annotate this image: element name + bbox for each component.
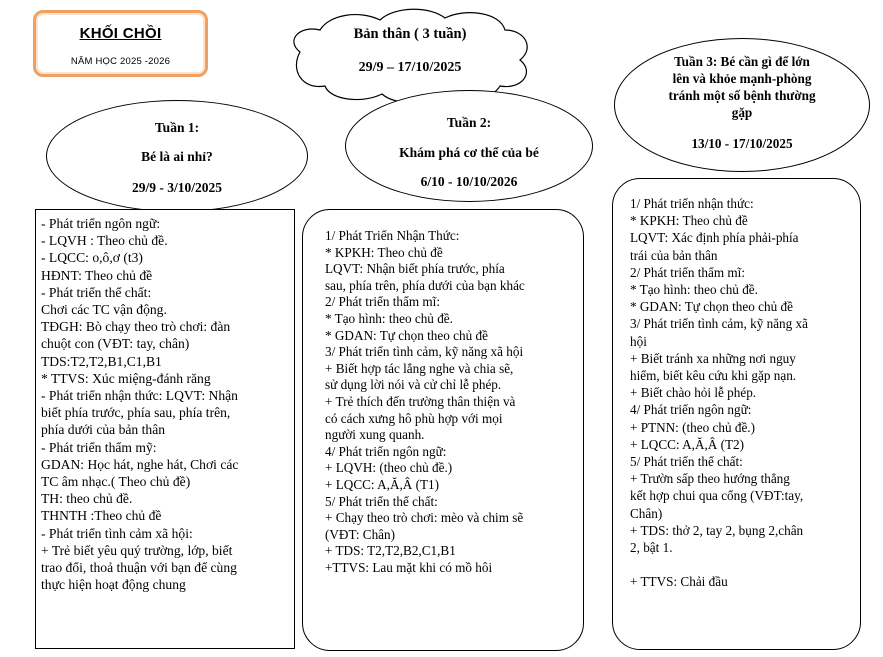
week2-panel [302,209,584,651]
week2-content-line: + Chạy theo trò chơi: mèo và chim sẽ [325,510,524,526]
week2-name: Khám phá cơ thể của bé [399,145,539,160]
week1-ellipse [46,100,308,212]
week1-content-line: - LQCC: o,ô,ơ (t3) [41,250,143,266]
week3-content-line: trái của bản thân [630,247,718,263]
week1-content-line: TĐGH: Bò chạy theo trò chơi: đàn [41,319,231,335]
week2-ellipse [345,90,593,202]
week1-dates: 29/9 - 3/10/2025 [132,180,222,195]
week3-dates: 13/10 - 17/10/2025 [691,136,793,151]
week3-content-line: 5/ Phát triển thể chất: [630,454,743,470]
week1-content-line: * TTVS: Xúc miệng-đánh răng [41,370,211,386]
week1-label: Tuần 1: [154,120,200,135]
week1-content-line: TDS:T2,T2,B1,C1,B1 [41,353,162,369]
theme-dates: 29/9 – 17/10/2025 [358,60,462,75]
week2-content-line: 2/ Phát triển thẩm mĩ: [325,294,441,310]
week3-content-line: * GDAN: Tự chọn theo chủ đề [630,299,793,315]
grade-title: KHỐI CHỒI [79,25,162,42]
week2-content-line: (VĐT: Chân) [325,526,396,542]
week2-content-line: +TTVS: Lau mặt khi có mồ hôi [325,559,493,575]
week1-content-line: - Phát triển nhận thức: LQVT: Nhận [41,388,238,404]
theme-title: Bản thân ( 3 tuần) [353,26,467,42]
school-year: NĂM HỌC 2025 -2026 [70,56,171,67]
week3-name-line-2: tránh một số bệnh thường [668,88,816,103]
week2-content-line: sử dụng lời nói và cử chỉ lễ phép. [325,377,502,393]
week3-content-line [630,556,860,573]
week3-content-line: 3/ Phát triển tình cảm, kỹ năng xã [630,316,808,332]
week3-name-line-1: lên và khỏe mạnh-phòng [672,71,812,86]
week2-content-line: 4/ Phát triển ngôn ngữ: [325,443,447,459]
week2-dates: 6/10 - 10/10/2026 [420,174,518,189]
week3-content-line: * Tạo hình: theo chủ đề. [630,282,758,298]
week3-content-line: * KPKH: Theo chủ đề [630,213,748,229]
header-title-box [33,10,208,77]
week1-content-line: - Phát triển ngôn ngữ: [41,216,161,231]
week3-panel [612,178,861,650]
week3-content-line: 2/ Phát triển thẩm mĩ: [630,264,746,280]
week1-content-line: + Trẻ biết yêu quý trường, lớp, biết [41,542,233,558]
week1-content-line: - Phát triển thẩm mỹ: [41,439,157,455]
week3-content-line: 4/ Phát triển ngôn ngữ: [630,402,752,418]
week1-content-line: HĐNT: Theo chủ đề [41,267,153,283]
week1-content-line: THNTH :Theo chủ đề [41,508,162,524]
week3-content-line: + PTNN: (theo chủ đề.) [630,419,755,435]
week1-content-line: Chơi các TC vận động. [41,302,167,318]
week2-label: Tuần 2: [446,115,492,130]
week2-content-line: 5/ Phát triển thể chất: [325,493,438,509]
week1-content-line: phía dưới của bản thân [41,422,166,438]
week2-content-line: + Biết hợp tác lắng nghe và chia sẽ, [325,360,514,376]
week3-content-line: Chân) [630,505,663,521]
week3-content-line: hiểm, biết kêu cứu khi gặp nạn. [630,368,797,384]
week3-label: Tuần 3: Bé cần gì để lớn [674,54,810,69]
week2-content-line: 3/ Phát triển tình cảm, kỹ năng xã hội [325,344,524,360]
week1-panel [35,209,295,649]
week1-content-line: TH: theo chủ đề. [41,491,133,507]
week3-content-line: LQVT: Xác định phía phải-phía [630,230,799,246]
week2-content-line: có cách xưng hô phù hợp với mọi [325,410,503,426]
week3-name-line-3: gặp [731,105,753,120]
week2-content-line: 1/ Phát Triển Nhận Thức: [325,228,460,243]
week1-content-line: chuột con (VĐT: tay, chân) [41,336,190,352]
week2-content-line: * GDAN: Tự chọn theo chủ đề [325,327,488,343]
week3-content-line: 1/ Phát triển nhận thức: [630,196,754,211]
week3-content-line: hội [630,333,647,349]
week2-content-line: người xung quanh. [325,427,425,443]
week1-content-line: biết phía trước, phía sau, phía trên, [41,405,231,421]
week1-content-line: - Phát triển thể chất: [41,284,152,300]
week2-content-line: * KPKH: Theo chủ đề [325,244,443,260]
week2-content-line: + Trẻ thích đến trường thân thiện và [325,393,516,409]
week3-content-line: + LQCC: A,Ă,Â (T2) [630,436,745,452]
week3-content-line: 2, bật 1. [630,540,673,556]
week3-ellipse [614,38,870,172]
week1-name: Bé là ai nhỉ? [141,149,213,164]
week3-content-line: + Biết tránh xa những nơi nguy [630,350,796,366]
week2-content-line: LQVT: Nhận biết phía trước, phía [325,261,505,277]
week2-content-line: + LQVH: (theo chủ đề.) [325,460,453,476]
week2-content-line: * Tạo hình: theo chủ đề. [325,310,453,326]
week3-content-line: + Biết chào hỏi lễ phép. [630,385,757,401]
week1-content-line: trao đổi, thoả thuận với bạn để cùng [41,560,237,576]
week3-content-line: + TTVS: Chải đầu [630,574,728,590]
week2-content-line: + TDS: T2,T2,B2,C1,B1 [325,543,456,559]
week1-content-line: GDAN: Học hát, nghe hát, Chơi các [41,456,239,472]
week1-content-line: TC âm nhạc.( Theo chủ đề) [41,474,191,490]
week1-content-line: - LQVH : Theo chủ đề. [41,233,168,249]
week3-content-line: kết hợp chui qua cổng (VĐT:tay, [630,488,804,504]
week1-content-line: thực hiện hoạt động chung [41,577,186,593]
week2-content-line: sau, phía trên, phía dưới của bạn khác [325,277,525,293]
week2-content-line: + LQCC: A,Ă,Â (T1) [325,476,440,492]
week3-content-line: + Trườn sấp theo hướng thẳng [630,471,790,487]
week3-content-line: + TDS: thở 2, tay 2, bụng 2,chân [630,522,804,538]
week1-content-line: - Phát triển tình cảm xã hội: [41,525,193,541]
